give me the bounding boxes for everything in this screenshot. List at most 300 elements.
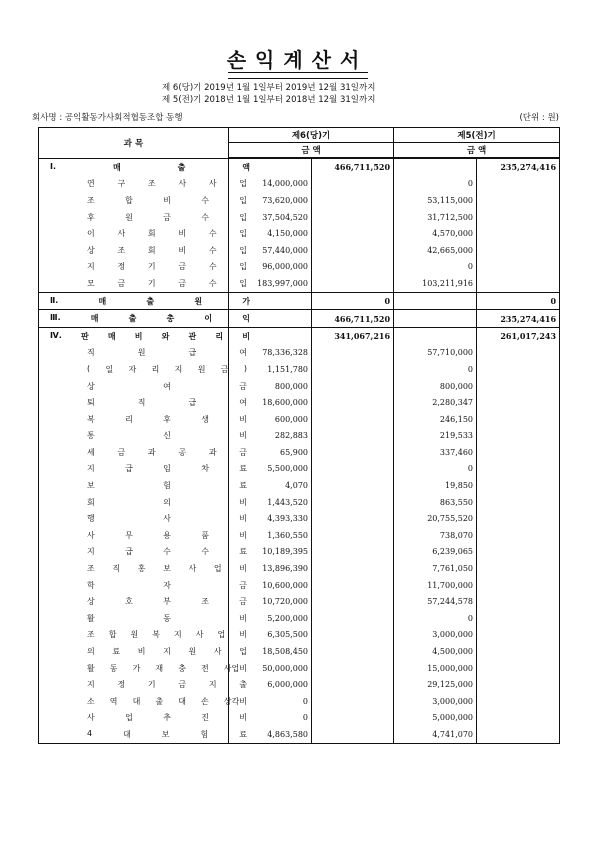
label-char: 지 (174, 630, 182, 640)
label-char: 원 (125, 212, 133, 222)
label-char: 복 (87, 414, 95, 424)
label-char: 원 (194, 296, 203, 306)
statement-rows (39, 158, 560, 743)
table-row (39, 693, 560, 710)
currency-unit: (단위 : 원) (519, 113, 559, 123)
account-name (39, 544, 247, 561)
pri-sub-amount: 7,761,050 (394, 560, 477, 577)
label-char: 수 (201, 547, 209, 557)
account-name (39, 225, 247, 242)
cur-sub-amount: 96,000,000 (229, 259, 312, 276)
label-char: 원 (197, 364, 206, 374)
label-char: 공 (178, 447, 187, 457)
label-char: 출 (146, 296, 155, 306)
pri-total-amount (477, 361, 560, 378)
table-row (39, 494, 560, 511)
cur-total-amount (312, 660, 394, 677)
label-char: 지 (174, 364, 183, 374)
pri-total-amount (477, 593, 560, 610)
pri-sub-amount: 19,850 (394, 477, 477, 494)
label-char: 리 (125, 414, 133, 424)
pri-total-amount: 235,274,416 (477, 310, 560, 328)
roman-numeral: Ⅳ. (50, 330, 62, 340)
account-name (39, 510, 247, 527)
label-char: 이 (87, 229, 95, 239)
pri-sub-amount (394, 292, 477, 310)
cur-sub-amount: 4,863,580 (229, 726, 312, 743)
label-char: 금 (163, 212, 171, 222)
pri-sub-amount: 0 (394, 259, 477, 276)
label-char: 매 (90, 314, 99, 324)
pri-sub-amount (394, 158, 477, 176)
cur-total-amount (312, 593, 394, 610)
pri-sub-amount: 863,550 (394, 494, 477, 511)
account-name (39, 275, 247, 292)
table-row (39, 560, 560, 577)
table-row (39, 411, 560, 428)
label-char: 용 (163, 530, 171, 540)
label-char: 입 (239, 212, 247, 222)
table-row (39, 726, 560, 743)
label-char: ) (243, 363, 247, 373)
label-char: 조 (201, 597, 209, 607)
pri-total-amount (477, 710, 560, 727)
account-name (39, 292, 250, 310)
label-char: 상 (87, 597, 95, 607)
label-char: 지 (163, 647, 171, 657)
period-current: 제 6(당)기 2019년 1월 1일부터 2019년 12월 31일까지 (162, 83, 376, 93)
label-char: 회 (147, 229, 156, 239)
pri-sub-amount: 53,115,000 (394, 192, 477, 209)
document-title: 손익계산서 (226, 48, 369, 72)
label-char: 업 (239, 647, 247, 657)
label-char: 금 (239, 580, 247, 590)
cur-sub-amount: 37,504,520 (229, 209, 312, 226)
pri-sub-amount: 0 (394, 176, 477, 193)
account-label (50, 313, 250, 324)
pri-sub-amount: 0 (394, 361, 477, 378)
table-row (39, 310, 560, 328)
cur-sub-amount: 65,900 (229, 444, 312, 461)
table-row (39, 292, 560, 310)
account-label (87, 546, 247, 557)
cur-total-amount (312, 192, 394, 209)
label-char: 입 (239, 229, 247, 239)
label-char: 손 (200, 696, 209, 706)
label-char: 재 (155, 663, 164, 673)
table-row (39, 477, 560, 494)
account-name (39, 158, 250, 176)
label-char: 후 (87, 212, 95, 222)
label-char: 입 (239, 278, 247, 288)
account-name (39, 560, 247, 577)
table-row (39, 378, 560, 395)
cur-total-amount (312, 577, 394, 594)
cur-total-amount (312, 242, 394, 259)
label-char: 비 (239, 530, 247, 540)
label-char: 지 (87, 680, 95, 690)
pri-total-amount (477, 411, 560, 428)
table-row (39, 259, 560, 276)
account-name (39, 411, 247, 428)
pri-sub-amount: 3,000,000 (394, 627, 477, 644)
label-char: 행 (87, 514, 95, 524)
pri-sub-amount: 4,741,070 (394, 726, 477, 743)
label-char: 홍 (137, 564, 146, 574)
cur-sub-amount: 0 (229, 710, 312, 727)
cur-sub-amount: 4,150,000 (229, 225, 312, 242)
pri-sub-amount: 4,500,000 (394, 643, 477, 660)
label-char: 직 (87, 348, 95, 358)
account-label (87, 364, 247, 375)
label-char: 매 (107, 331, 116, 341)
label-char: 료 (239, 547, 247, 557)
pri-sub-amount: 42,665,000 (394, 242, 477, 259)
label-char: 조 (87, 564, 95, 574)
account-name (39, 394, 247, 411)
cur-total-amount (312, 461, 394, 478)
account-name (39, 726, 247, 743)
label-char: 사 (117, 229, 126, 239)
label-char: 출 (177, 162, 186, 172)
cur-sub-amount: 10,189,395 (229, 544, 312, 561)
label-char: 입 (239, 262, 247, 272)
table-row (39, 428, 560, 445)
account-label (87, 696, 247, 707)
label-char: 판 (80, 331, 89, 341)
label-char: 수 (201, 212, 209, 222)
label-char: 리 (215, 331, 224, 341)
prior-amount-header: 금 액 (394, 143, 560, 159)
label-char: 사 (87, 713, 95, 723)
label-char: 여 (239, 398, 247, 408)
account-name (39, 610, 247, 627)
account-name (39, 192, 247, 209)
label-char: 비 (239, 630, 247, 640)
label-char: 자 (163, 580, 171, 590)
label-char: 수 (163, 547, 171, 557)
label-char: 대 (132, 696, 141, 706)
account-name (39, 593, 247, 610)
label-char: 연 (87, 179, 95, 189)
pri-total-amount (477, 577, 560, 594)
label-char: 통 (87, 431, 95, 441)
label-char: 료 (112, 647, 121, 657)
cur-sub-amount: 1,443,520 (229, 494, 312, 511)
account-name (39, 310, 250, 328)
account-name (39, 627, 247, 644)
label-char: 보 (163, 564, 171, 574)
pri-total-amount (477, 494, 560, 511)
label-char: 급 (125, 464, 133, 474)
cur-total-amount (312, 259, 394, 276)
label-char: 와 (161, 331, 170, 341)
account-name (39, 361, 247, 378)
pri-total-amount (477, 176, 560, 193)
cur-total-amount (312, 527, 394, 544)
pri-total-amount (477, 275, 560, 292)
cur-total-amount (312, 693, 394, 710)
cur-total-amount (312, 225, 394, 242)
account-label (87, 729, 247, 740)
label-char: 비 (242, 331, 250, 341)
table-row (39, 627, 560, 644)
pri-sub-amount: 219,533 (394, 428, 477, 445)
label-char: 신 (163, 431, 171, 441)
account-name (39, 378, 247, 395)
label-char: 수 (208, 229, 217, 239)
pri-total-amount (477, 676, 560, 693)
label-char: 지 (87, 464, 95, 474)
label-char: 회 (147, 245, 156, 255)
label-char: 사 (188, 564, 197, 574)
account-name (39, 643, 247, 660)
label-char: 의 (87, 647, 95, 657)
pri-sub-amount: 800,000 (394, 378, 477, 395)
label-char: 기 (147, 278, 156, 288)
cur-sub-amount: 10,600,000 (229, 577, 312, 594)
cur-sub-amount: 600,000 (229, 411, 312, 428)
label-char: 원 (137, 348, 146, 358)
cur-total-amount (312, 710, 394, 727)
account-label (87, 245, 247, 256)
cur-total-amount (312, 610, 394, 627)
cur-total-amount: 0 (312, 292, 394, 310)
cur-total-amount (312, 444, 394, 461)
table-row (39, 192, 560, 209)
label-char: 비 (239, 514, 247, 524)
cur-total-amount: 466,711,520 (312, 310, 394, 328)
account-label (87, 580, 247, 591)
pri-sub-amount: 11,700,000 (394, 577, 477, 594)
label-char: 비 (178, 229, 187, 239)
label-char: 업 (239, 179, 247, 189)
table-row (39, 527, 560, 544)
table-row (39, 158, 560, 176)
label-char: 리 (151, 364, 160, 374)
table-row (39, 242, 560, 259)
cur-sub-amount: 1,151,780 (229, 361, 312, 378)
cur-total-amount (312, 411, 394, 428)
income-statement-table (38, 127, 560, 744)
account-name (39, 494, 247, 511)
label-char: 4 (87, 728, 93, 738)
label-char: 금 (239, 381, 247, 391)
label-char: 업 (217, 630, 226, 640)
label-char: 자 (128, 364, 137, 374)
label-char: 생 (201, 414, 209, 424)
label-char: ( (87, 363, 91, 373)
account-label (50, 331, 250, 342)
cur-sub-amount: 13,896,390 (229, 560, 312, 577)
cur-total-amount (312, 676, 394, 693)
account-label (87, 381, 247, 392)
pri-total-amount (477, 192, 560, 209)
period-prior: 제 5(전)기 2018년 1월 1일부터 2018년 12월 31일까지 (162, 95, 376, 105)
label-char: 험 (200, 729, 209, 739)
label-char: 지 (87, 262, 95, 272)
label-char: 금 (178, 680, 187, 690)
account-name (39, 176, 247, 193)
label-char: 호 (125, 597, 133, 607)
account-label (87, 563, 247, 574)
label-char: 수 (201, 195, 209, 205)
pri-total-amount: 261,017,243 (477, 327, 560, 344)
label-char: 대 (123, 729, 131, 739)
label-char: 가 (132, 663, 141, 673)
pri-sub-amount: 57,244,578 (394, 593, 477, 610)
pri-sub-amount: 29,125,000 (394, 676, 477, 693)
pri-sub-amount: 31,712,500 (394, 209, 477, 226)
label-char: 보 (87, 481, 95, 491)
account-name (39, 676, 247, 693)
cur-total-amount (312, 361, 394, 378)
label-char: 조 (147, 179, 156, 189)
label-char: 출 (155, 696, 164, 706)
label-char: 사 (208, 179, 217, 189)
cur-sub-amount: 1,360,550 (229, 527, 312, 544)
pri-total-amount (477, 627, 560, 644)
label-char: 사 (213, 647, 222, 657)
pri-sub-amount: 4,570,000 (394, 225, 477, 242)
table-row (39, 209, 560, 226)
cur-total-amount (312, 428, 394, 445)
cur-sub-amount: 5,500,000 (229, 461, 312, 478)
label-char: 무 (125, 530, 133, 540)
pri-total-amount (477, 643, 560, 660)
label-char: 이 (204, 314, 213, 324)
label-char: 역 (109, 696, 118, 706)
label-char: 비 (239, 431, 247, 441)
label-char: 원 (188, 647, 197, 657)
cur-total-amount (312, 643, 394, 660)
account-label (87, 195, 247, 206)
label-char: 사 (178, 179, 187, 189)
cur-sub-amount: 57,440,000 (229, 242, 312, 259)
cur-sub-amount: 4,393,330 (229, 510, 312, 527)
label-char: 비 (239, 414, 247, 424)
label-char: 정 (117, 262, 126, 272)
table-row (39, 345, 560, 362)
label-char: 금 (239, 447, 247, 457)
cur-total-amount: 341,067,216 (312, 327, 394, 344)
account-name (39, 660, 247, 677)
account-name (39, 327, 250, 344)
label-char: 동 (163, 613, 171, 623)
table-row (39, 444, 560, 461)
cur-total-amount (312, 510, 394, 527)
label-char: 사업비 (223, 663, 247, 673)
label-char: 금 (117, 447, 126, 457)
pri-total-amount (477, 510, 560, 527)
pri-sub-amount: 57,710,000 (394, 345, 477, 362)
pri-total-amount (477, 461, 560, 478)
label-char: 매 (112, 162, 121, 172)
cur-total-amount (312, 378, 394, 395)
account-name (39, 461, 247, 478)
pri-total-amount (477, 225, 560, 242)
table-row (39, 225, 560, 242)
label-char: 충 (178, 663, 186, 673)
account-name (39, 710, 247, 727)
label-char: 료 (239, 464, 247, 474)
label-char: 금 (117, 278, 126, 288)
label-char: 관 (188, 331, 197, 341)
cur-total-amount (312, 477, 394, 494)
label-char: 복 (152, 630, 160, 640)
pri-sub-amount: 6,239,065 (394, 544, 477, 561)
pri-total-amount (477, 660, 560, 677)
label-char: 회 (87, 497, 95, 507)
account-label (87, 278, 247, 289)
label-char: 총 (166, 314, 175, 324)
label-char: 사 (87, 530, 95, 540)
label-char: 추 (163, 713, 171, 723)
cur-sub-amount: 6,305,500 (229, 627, 312, 644)
account-label (87, 178, 247, 189)
table-row (39, 176, 560, 193)
pri-total-amount (477, 378, 560, 395)
pri-sub-amount: 5,000,000 (394, 710, 477, 727)
prior-period-header: 제5(전)기 (394, 128, 560, 143)
label-char: 소 (87, 696, 95, 706)
cur-sub-amount: 0 (229, 693, 312, 710)
label-char: 상 (87, 381, 95, 391)
label-char: 비 (239, 564, 247, 574)
label-char: 기 (147, 680, 156, 690)
label-char: 후 (163, 414, 171, 424)
label-char: 료 (239, 481, 247, 491)
title-underline (228, 72, 368, 79)
table-row (39, 710, 560, 727)
label-char: 동 (109, 663, 118, 673)
account-label (87, 212, 247, 223)
pri-sub-amount (394, 327, 477, 344)
label-char: 전 (200, 663, 209, 673)
cur-sub-amount: 50,000,000 (229, 660, 312, 677)
pri-total-amount (477, 610, 560, 627)
label-char: 비 (239, 713, 247, 723)
label-char: 입 (239, 195, 247, 205)
account-label (50, 162, 250, 173)
pri-total-amount: 0 (477, 292, 560, 310)
pri-total-amount (477, 345, 560, 362)
label-char: 활 (87, 663, 95, 673)
label-char: 급 (188, 348, 197, 358)
table-row (39, 643, 560, 660)
pri-sub-amount: 246,150 (394, 411, 477, 428)
pri-total-amount (477, 444, 560, 461)
table-row (39, 610, 560, 627)
label-char: 구 (117, 179, 126, 189)
account-label (87, 497, 247, 508)
cur-sub-amount: 73,620,000 (229, 192, 312, 209)
account-header: 과 목 (39, 128, 229, 159)
label-char: 직 (112, 564, 121, 574)
cur-sub-amount: 6,000,000 (229, 676, 312, 693)
label-char: 가 (242, 296, 250, 306)
label-char: 과 (147, 447, 156, 457)
table-row (39, 275, 560, 292)
pri-total-amount (477, 693, 560, 710)
account-label (87, 513, 247, 524)
pri-sub-amount: 3,000,000 (394, 693, 477, 710)
label-char: 의 (163, 497, 171, 507)
account-label (87, 530, 247, 541)
pri-total-amount (477, 242, 560, 259)
label-char: 수 (208, 245, 217, 255)
account-name (39, 345, 247, 362)
